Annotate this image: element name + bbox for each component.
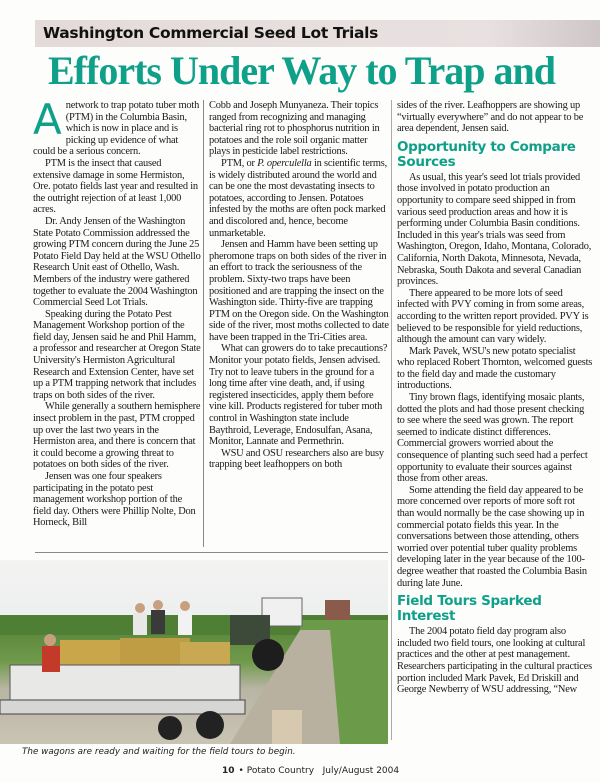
paragraph: Jensen and Hamm have been setting up pheromone traps on both sides of the river in an effort to track the seriousness of the problem. Sixty-two traps have been positioned and are trapping the insect on the Washington side. Thirty-five are trapping PTM on the Oregon side. On the Washington side of the river, most moths collected to date have been trapped in the Tri-Cities area.: [209, 239, 389, 343]
subheading-field-tours: Field Tours Sparked Interest: [397, 593, 542, 625]
paragraph: Tiny brown flags, identifying mosaic plants, dotted the plots and had those present checking to see where the seed was grown. The report seemed to indicate distinct differences. Commercial growers worried about the consequence of planting such seed had a perfect opportunity to evaluate their sources against those from other areas.: [397, 392, 588, 485]
issue-date: July/August 2004: [322, 766, 400, 776]
paragraph: sides of the river. Leafhoppers are showing up “virtually everywhere” and do not appear to be area dependent, Jensen said.: [397, 100, 584, 135]
paragraph: Cobb and Joseph Munyaneza. Their topics ranged from recognizing and managing bacterial ring rot to phosphorus nutrition in potatoes and the role soil organic matter plays in pesticide label restrictions.: [209, 100, 380, 158]
divider: [35, 552, 388, 553]
paragraph: PTM is the insect that caused extensive damage in some Hermiston, Ore. potato fields last year and resulted in the outright rejection of at least 1,000 acres.: [33, 157, 198, 216]
magazine-name: Potato Country: [246, 766, 315, 776]
paragraph: Speaking during the Potato Pest Management Workshop portion of the field day, Jensen said he and Phil Hamm, a professor and researcher at Oregon State University's Hermiston Agricultural Research and Extension Center, have set up a PTM trapping network that includes traps on both sides of the river.: [33, 308, 201, 401]
subheading-opportunity: Opportunity to Compare Sources: [397, 138, 576, 170]
page-number: 10: [222, 766, 235, 776]
paragraph: Some attending the field day appeared to be more concerned over reports of more soft rot than would normally be the case showing up in commercial potato fields this year. In the conversations between those attending, others worried over potential tuber quality problems developing later in the year because of the 100-degree weather that roasted the Columbia Basin during late June.: [397, 484, 587, 589]
paragraph: WSU and OSU researchers also are busy trapping beet leafhoppers on both: [209, 447, 384, 471]
lead-paragraph: Anetwork to trap potato tuber moth (PTM) in the Columbia Basin, which is now in place and is picking up evidence of what could be a serious concern.: [33, 95, 200, 158]
drop-cap: A: [33, 95, 62, 144]
page-footer: [222, 766, 399, 776]
article-title: Efforts Under Way to Trap and: [48, 48, 555, 93]
photo-illustration: [0, 560, 388, 744]
paragraph: Jensen was one four speakers participating in the potato pest management workshop portion of the field day. Others were Phillip Nolte, Don Horneck, Bill: [33, 471, 196, 529]
paragraph: Dr. Andy Jensen of the Washington State Potato Commission addressed the growing PTM concern during the June 25 Potato Field Day held at the WSU Othello Research Unit east of Othello, Wash. Members of the industry were gathered together to evaluate the 2004 Washington Commercial Seed Lot Trials.: [33, 215, 201, 309]
photo-caption: The wagons are ready and waiting for the field tours to begin.: [22, 747, 296, 757]
paragraph: PTM, or P. operculella in scientific terms, is widely distributed around the world and can be one the most devastating insects to potatoes, according to Jensen. Potatoes infested by the moths are often pock marked and discolored and, hence, become unmarketable.: [209, 157, 388, 239]
footer-separator: •: [238, 766, 244, 776]
paragraph: As usual, this year's seed lot trials provided those involved in potato production an opportunity to compare seed shipped in from various seed production areas and how it is performing under Columbia Basin conditions. Included in this year's trials was seed from Washington, Oregon, Idaho, Montana, Colorado, California, North Dakota, Minnesota, Nevada, Nebraska, South Dakota and several Canadian provinces.: [397, 171, 592, 288]
paragraph: What can growers do to take precautions? Monitor your potato fields, Jensen advised. Try not to leave tubers in the ground for a long time after vine death, and, if using registered insecticides, apply them before vine kill. Products registered for tuber moth control in Washington state include Baythroid, Leverage, Endosulfan, Asana, Monitor, Lannate and Permethrin.: [209, 343, 388, 448]
column-2: [203, 100, 389, 547]
column-1: [33, 95, 201, 529]
paragraph: There appeared to be more lots of seed infected with PVY coming in from some areas, according to the written report provided. PVY is believed to be responsible for yield reductions, although the amount can vary widely.: [397, 287, 589, 346]
paragraph: Mark Pavek, WSU's new potato specialist who replaced Robert Thornton, welcomed guests to the field day and made the customary introductions.: [397, 345, 593, 392]
column-3: [391, 100, 593, 740]
photo-wagons: [0, 560, 388, 744]
section-band: [35, 20, 600, 47]
section-label: Washington Commercial Seed Lot Trials: [43, 24, 379, 42]
paragraph: While generally a southern hemisphere insect problem in the past, PTM cropped up over the last two years in the Hermiston area, and there is concern that it could become a growing threat to potatoes on both sides of the river.: [33, 401, 201, 471]
paragraph: The 2004 potato field day program also included two field tours, one looking at cultural practices and the other at pest management. Researchers participating in the cultural practices portion included Mark Pavek, Ed Driskill and George Newberry of WSU addressing, “New: [397, 626, 592, 696]
